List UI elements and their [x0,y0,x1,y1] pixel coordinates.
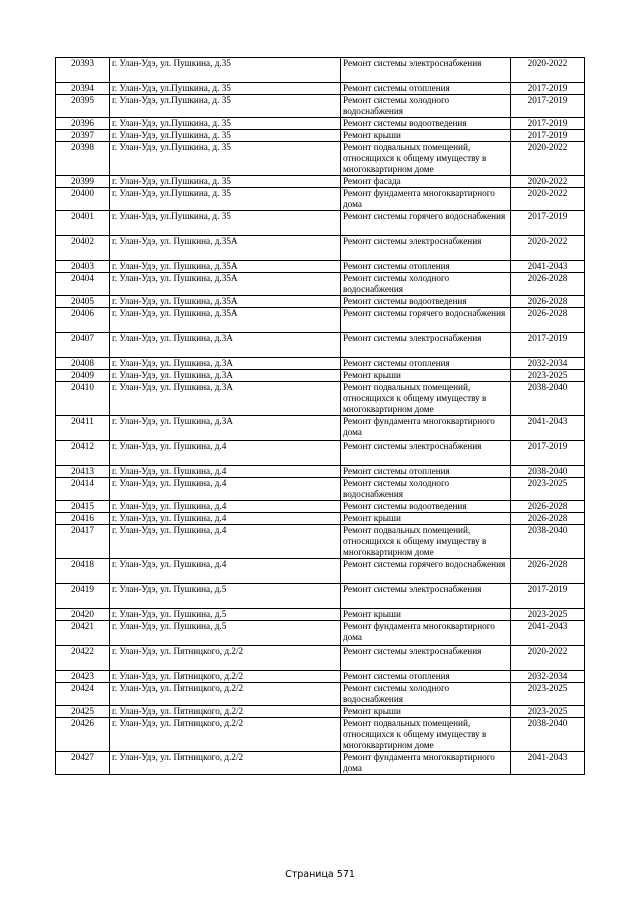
period-cell: 2026-2028 [511,273,585,296]
work-type-cell: Ремонт крыши [341,706,511,718]
table-row [56,559,585,584]
work-type-cell: Ремонт крыши [341,370,511,382]
work-type-cell: Ремонт фундамента многоквартирного дома [341,416,511,441]
work-type-cell: Ремонт системы электроснабжения [341,333,511,358]
work-type-cell: Ремонт подвальных помещений, относящихся к общему имуществу в многоквартирном доме [341,718,511,752]
row-number-cell: 20403 [56,261,110,273]
period-cell: 2041-2043 [511,261,585,273]
work-type-cell: Ремонт системы горячего водоснабжения [341,559,511,584]
period-cell: 2032-2034 [511,358,585,370]
table-row [56,236,585,261]
address-cell: г. Улан-Удэ, ул. Пушкина, д.35А [110,236,341,261]
row-number-cell: 20426 [56,718,110,752]
address-cell: г. Улан-Удэ, ул. Пушкина, д.3А [110,358,341,370]
period-cell: 2023-2025 [511,478,585,501]
row-number-cell: 20397 [56,130,110,142]
row-number-cell: 20427 [56,752,110,775]
row-number-cell: 20402 [56,236,110,261]
table-row [56,706,585,718]
period-cell: 2017-2019 [511,95,585,118]
table-row [56,513,585,525]
table-row [56,261,585,273]
repair-schedule-table [55,57,585,775]
table-row [56,584,585,609]
work-type-cell: Ремонт системы холодного водоснабжения [341,273,511,296]
period-cell: 2017-2019 [511,441,585,466]
row-number-cell: 20415 [56,501,110,513]
address-cell: г. Улан-Удэ, ул. Пушкина, д.3А [110,333,341,358]
table-row [56,441,585,466]
period-cell: 2026-2028 [511,513,585,525]
table-row [56,142,585,176]
table-row [56,176,585,188]
work-type-cell: Ремонт крыши [341,130,511,142]
address-cell: г. Улан-Удэ, ул. Пушкина, д.35А [110,308,341,333]
table-row [56,211,585,236]
address-cell: г. Улан-Удэ, ул. Пятницкого, д.2/2 [110,706,341,718]
period-cell: 2020-2022 [511,646,585,671]
work-type-cell: Ремонт подвальных помещений, относящихся к общему имуществу в многоквартирном доме [341,525,511,559]
address-cell: г. Улан-Удэ, ул. Пушкина, д.35А [110,296,341,308]
work-type-cell: Ремонт системы отопления [341,261,511,273]
row-number-cell: 20404 [56,273,110,296]
row-number-cell: 20424 [56,683,110,706]
address-cell: г. Улан-Удэ, ул. Пушкина, д.4 [110,501,341,513]
table-row [56,188,585,211]
table-row [56,118,585,130]
period-cell: 2026-2028 [511,308,585,333]
table-row [56,382,585,416]
address-cell: г. Улан-Удэ, ул. Пушкина, д.35 [110,58,341,83]
work-type-cell: Ремонт системы электроснабжения [341,441,511,466]
work-type-cell: Ремонт системы холодного водоснабжения [341,95,511,118]
period-cell: 2026-2028 [511,296,585,308]
period-cell: 2041-2043 [511,621,585,646]
address-cell: г. Улан-Удэ, ул. Пушкина, д.4 [110,466,341,478]
period-cell: 2023-2025 [511,683,585,706]
address-cell: г. Улан-Удэ, ул.Пушкина, д. 35 [110,95,341,118]
period-cell: 2017-2019 [511,584,585,609]
row-number-cell: 20422 [56,646,110,671]
row-number-cell: 20421 [56,621,110,646]
address-cell: г. Улан-Удэ, ул. Пушкина, д.3А [110,416,341,441]
work-type-cell: Ремонт крыши [341,513,511,525]
table-row [56,416,585,441]
table-row [56,525,585,559]
address-cell: г. Улан-Удэ, ул. Пятницкого, д.2/2 [110,646,341,671]
period-cell: 2032-2034 [511,671,585,683]
period-cell: 2020-2022 [511,58,585,83]
address-cell: г. Улан-Удэ, ул. Пушкина, д.5 [110,584,341,609]
table-row [56,718,585,752]
row-number-cell: 20401 [56,211,110,236]
table-row [56,58,585,83]
period-cell: 2017-2019 [511,333,585,358]
address-cell: г. Улан-Удэ, ул. Пятницкого, д.2/2 [110,683,341,706]
work-type-cell: Ремонт подвальных помещений, относящихся к общему имуществу в многоквартирном доме [341,142,511,176]
table-row [56,273,585,296]
row-number-cell: 20425 [56,706,110,718]
address-cell: г. Улан-Удэ, ул. Пушкина, д.4 [110,478,341,501]
period-cell: 2017-2019 [511,130,585,142]
address-cell: г. Улан-Удэ, ул.Пушкина, д. 35 [110,188,341,211]
work-type-cell: Ремонт фундамента многоквартирного дома [341,188,511,211]
period-cell: 2023-2025 [511,370,585,382]
work-type-cell: Ремонт системы горячего водоснабжения [341,308,511,333]
row-number-cell: 20398 [56,142,110,176]
period-cell: 2038-2040 [511,466,585,478]
address-cell: г. Улан-Удэ, ул. Пушкина, д.3А [110,370,341,382]
address-cell: г. Улан-Удэ, ул. Пятницкого, д.2/2 [110,671,341,683]
period-cell: 2020-2022 [511,142,585,176]
work-type-cell: Ремонт системы отопления [341,466,511,478]
period-cell: 2023-2025 [511,706,585,718]
table-row [56,646,585,671]
table-row [56,609,585,621]
row-number-cell: 20411 [56,416,110,441]
address-cell: г. Улан-Удэ, ул. Пушкина, д.35А [110,261,341,273]
work-type-cell: Ремонт системы холодного водоснабжения [341,478,511,501]
row-number-cell: 20399 [56,176,110,188]
row-number-cell: 20409 [56,370,110,382]
address-cell: г. Улан-Удэ, ул.Пушкина, д. 35 [110,211,341,236]
period-cell: 2038-2040 [511,382,585,416]
period-cell: 2041-2043 [511,416,585,441]
address-cell: г. Улан-Удэ, ул. Пушкина, д.35А [110,273,341,296]
table-row [56,130,585,142]
period-cell: 2038-2040 [511,525,585,559]
address-cell: г. Улан-Удэ, ул. Пятницкого, д.2/2 [110,752,341,775]
table-row [56,621,585,646]
address-cell: г. Улан-Удэ, ул. Пушкина, д.5 [110,621,341,646]
table-body [56,58,585,775]
page-number: Страница 571 [285,869,355,880]
table-row [56,671,585,683]
work-type-cell: Ремонт фундамента многоквартирного дома [341,621,511,646]
work-type-cell: Ремонт системы отопления [341,83,511,95]
period-cell: 2026-2028 [511,559,585,584]
row-number-cell: 20410 [56,382,110,416]
period-cell: 2020-2022 [511,188,585,211]
row-number-cell: 20413 [56,466,110,478]
address-cell: г. Улан-Удэ, ул.Пушкина, д. 35 [110,130,341,142]
address-cell: г. Улан-Удэ, ул. Пушкина, д.4 [110,513,341,525]
table-row [56,358,585,370]
row-number-cell: 20393 [56,58,110,83]
row-number-cell: 20423 [56,671,110,683]
period-cell: 2017-2019 [511,83,585,95]
row-number-cell: 20400 [56,188,110,211]
work-type-cell: Ремонт системы отопления [341,358,511,370]
row-number-cell: 20419 [56,584,110,609]
table-row [56,333,585,358]
row-number-cell: 20412 [56,441,110,466]
work-type-cell: Ремонт фундамента многоквартирного дома [341,752,511,775]
period-cell: 2041-2043 [511,752,585,775]
period-cell: 2017-2019 [511,118,585,130]
table-row [56,466,585,478]
table-row [56,501,585,513]
row-number-cell: 20394 [56,83,110,95]
row-number-cell: 20408 [56,358,110,370]
table-row [56,683,585,706]
address-cell: г. Улан-Удэ, ул.Пушкина, д. 35 [110,176,341,188]
period-cell: 2038-2040 [511,718,585,752]
work-type-cell: Ремонт системы холодного водоснабжения [341,683,511,706]
address-cell: г. Улан-Удэ, ул. Пушкина, д.4 [110,525,341,559]
period-cell: 2026-2028 [511,501,585,513]
address-cell: г. Улан-Удэ, ул. Пушкина, д.4 [110,559,341,584]
work-type-cell: Ремонт системы водоотведения [341,501,511,513]
period-cell: 2023-2025 [511,609,585,621]
work-type-cell: Ремонт крыши [341,609,511,621]
table-row [56,752,585,775]
period-cell: 2020-2022 [511,236,585,261]
address-cell: г. Улан-Удэ, ул. Пушкина, д.5 [110,609,341,621]
row-number-cell: 20414 [56,478,110,501]
address-cell: г. Улан-Удэ, ул. Пятницкого, д.2/2 [110,718,341,752]
work-type-cell: Ремонт системы электроснабжения [341,236,511,261]
period-cell: 2017-2019 [511,211,585,236]
row-number-cell: 20418 [56,559,110,584]
row-number-cell: 20416 [56,513,110,525]
row-number-cell: 20406 [56,308,110,333]
work-type-cell: Ремонт системы отопления [341,671,511,683]
row-number-cell: 20405 [56,296,110,308]
work-type-cell: Ремонт системы водоотведения [341,296,511,308]
address-cell: г. Улан-Удэ, ул. Пушкина, д.3А [110,382,341,416]
address-cell: г. Улан-Удэ, ул.Пушкина, д. 35 [110,142,341,176]
row-number-cell: 20396 [56,118,110,130]
table-row [56,83,585,95]
address-cell: г. Улан-Удэ, ул.Пушкина, д. 35 [110,118,341,130]
row-number-cell: 20417 [56,525,110,559]
work-type-cell: Ремонт системы горячего водоснабжения [341,211,511,236]
work-type-cell: Ремонт системы электроснабжения [341,646,511,671]
row-number-cell: 20420 [56,609,110,621]
row-number-cell: 20407 [56,333,110,358]
table-row [56,308,585,333]
work-type-cell: Ремонт системы водоотведения [341,118,511,130]
address-cell: г. Улан-Удэ, ул. Пушкина, д.4 [110,441,341,466]
work-type-cell: Ремонт подвальных помещений, относящихся к общему имуществу в многоквартирном доме [341,382,511,416]
period-cell: 2020-2022 [511,176,585,188]
work-type-cell: Ремонт системы электроснабжения [341,584,511,609]
table-row [56,478,585,501]
row-number-cell: 20395 [56,95,110,118]
work-type-cell: Ремонт фасада [341,176,511,188]
address-cell: г. Улан-Удэ, ул.Пушкина, д. 35 [110,83,341,95]
table-row [56,296,585,308]
work-type-cell: Ремонт системы электроснабжения [341,58,511,83]
table-row [56,95,585,118]
table-row [56,370,585,382]
